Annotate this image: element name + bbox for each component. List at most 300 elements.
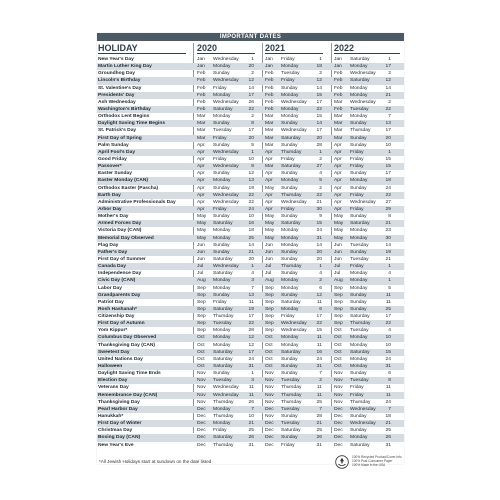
weekday-cell: Saturday	[213, 364, 233, 370]
weekday-cell: Friday	[213, 156, 227, 162]
table-row	[97, 263, 404, 270]
day-cell: 28	[248, 328, 254, 334]
day-cell: 22	[248, 199, 254, 205]
day-cell: 21	[385, 421, 391, 427]
day-cell: 15	[385, 349, 391, 355]
weekday-cell: Wednesday	[281, 128, 307, 134]
weekday-cell: Sunday	[213, 121, 230, 127]
weekday-cell: Saturday	[281, 135, 301, 141]
day-cell: 14	[316, 85, 322, 91]
month-cell: Dec	[265, 406, 274, 412]
month-cell: Jul	[265, 271, 272, 277]
month-cell: Jun	[265, 242, 273, 248]
day-cell: 1	[319, 149, 322, 155]
weekday-cell: Sunday	[350, 249, 367, 255]
weekday-cell: Tuesday	[350, 106, 369, 112]
holiday-name: Yom Kippur*	[98, 328, 128, 334]
table-row	[97, 384, 404, 391]
day-cell: 4	[251, 271, 254, 277]
month-cell: Apr	[265, 149, 273, 155]
weekday-cell: Saturday	[213, 306, 233, 312]
column-headers	[97, 43, 404, 55]
table-row	[97, 120, 404, 127]
day-cell: 19	[248, 185, 254, 191]
weekday-cell: Sunday	[281, 292, 298, 298]
day-cell: 2	[388, 99, 391, 105]
month-cell: Jul	[197, 271, 204, 277]
day-cell: 11	[248, 299, 254, 305]
recycle-icon	[335, 455, 349, 469]
weekday-cell: Saturday	[213, 256, 233, 262]
month-cell: Jan	[334, 57, 342, 62]
month-cell: Sep	[265, 299, 274, 305]
weekday-cell: Monday	[281, 64, 299, 70]
weekday-cell: Saturday	[350, 314, 370, 320]
weekday-cell: Friday	[350, 264, 364, 270]
weekday-cell: Monday	[281, 278, 299, 284]
day-cell: 3	[251, 278, 254, 284]
day-cell: 1	[251, 264, 254, 270]
day-cell: 20	[316, 135, 322, 141]
day-cell: 2	[319, 378, 322, 384]
month-cell: Dec	[197, 442, 206, 448]
day-cell: 11	[316, 342, 322, 348]
day-cell: 24	[316, 228, 322, 234]
day-cell: 11	[316, 335, 322, 341]
month-cell: May	[334, 214, 344, 220]
table-row	[97, 63, 404, 70]
month-cell: Feb	[265, 85, 274, 91]
weekday-cell: Monday	[281, 285, 299, 291]
day-cell: 22	[248, 321, 254, 327]
day-cell: 12	[385, 78, 391, 84]
month-cell: May	[197, 221, 207, 227]
month-cell: Sep	[334, 306, 343, 312]
day-cell: 4	[388, 271, 391, 277]
holiday-name: Election Day	[98, 378, 128, 384]
day-cell: 26	[385, 435, 391, 441]
weekday-cell: Sunday	[350, 414, 367, 420]
weekday-cell: Friday	[350, 156, 364, 162]
day-cell: 30	[385, 235, 391, 241]
month-cell: Dec	[197, 406, 206, 412]
holiday-header: HOLIDAY	[98, 43, 186, 54]
day-cell: 9	[319, 214, 322, 220]
month-cell: Oct	[334, 364, 342, 370]
day-cell: 10	[248, 156, 254, 162]
table-row	[97, 70, 404, 77]
month-cell: Feb	[197, 92, 206, 98]
day-cell: 18	[316, 64, 322, 70]
weekday-cell: Sunday	[213, 292, 230, 298]
holiday-name: New Year's Day	[98, 57, 134, 62]
weekday-cell: Friday	[350, 192, 364, 198]
weekday-cell: Wednesday	[213, 392, 239, 398]
month-cell: Apr	[197, 185, 205, 191]
month-cell: May	[334, 228, 344, 234]
day-cell: 22	[316, 321, 322, 327]
month-cell: Oct	[265, 335, 273, 341]
holiday-name: Orthodox Lent Begins	[98, 114, 150, 120]
table-row	[97, 406, 404, 413]
month-cell: Sep	[197, 328, 206, 334]
month-cell: Mar	[197, 135, 206, 141]
month-cell: Sep	[265, 306, 274, 312]
month-cell: Dec	[265, 421, 274, 427]
month-cell: Feb	[197, 106, 206, 112]
month-cell: Oct	[334, 328, 342, 334]
month-cell: Sep	[334, 292, 343, 298]
day-cell: 1	[388, 149, 391, 155]
table-row	[97, 242, 404, 249]
weekday-cell: Monday	[213, 342, 231, 348]
month-cell: Apr	[197, 164, 205, 170]
weekday-cell: Thursday	[281, 192, 302, 198]
day-cell: 16	[248, 221, 254, 227]
day-cell: 8	[388, 214, 391, 220]
holiday-name: Victoria Day (CAN)	[98, 228, 142, 234]
weekday-cell: Monday	[213, 235, 231, 241]
month-cell: Sep	[334, 285, 343, 291]
weekday-cell: Thursday	[281, 385, 302, 391]
month-cell: Mar	[265, 135, 274, 141]
day-cell: 31	[248, 442, 254, 448]
month-cell: Apr	[197, 178, 205, 184]
day-cell: 22	[248, 106, 254, 112]
month-cell: Apr	[265, 192, 273, 198]
footnote: *All Jewish Holidays start at sundown on the date listed	[99, 459, 212, 464]
weekday-cell: Friday	[213, 299, 227, 305]
day-cell: 4	[319, 271, 322, 277]
table-row	[97, 149, 404, 156]
weekday-cell: Friday	[213, 85, 227, 91]
holiday-name: Arbor Day	[98, 206, 122, 212]
weekday-cell: Monday	[350, 435, 368, 441]
month-cell: Dec	[197, 414, 206, 420]
day-cell: 11	[385, 392, 391, 398]
day-cell: 7	[319, 406, 322, 412]
weekday-cell: Tuesday	[281, 421, 300, 427]
weekday-cell: Monday	[350, 235, 368, 241]
weekday-cell: Tuesday	[350, 256, 369, 262]
holiday-name: Pearl Harbor Day	[98, 406, 138, 412]
day-cell: 15	[316, 114, 322, 120]
table-row	[97, 285, 404, 292]
day-cell: 19	[385, 249, 391, 255]
holiday-name: Citizenship Day	[98, 314, 135, 320]
day-cell: 17	[385, 171, 391, 177]
table-row	[97, 170, 404, 177]
day-cell: 23	[385, 228, 391, 234]
month-cell: Nov	[197, 385, 206, 391]
month-cell: Feb	[197, 85, 206, 91]
holiday-name: Good Friday	[98, 156, 127, 162]
weekday-cell: Friday	[350, 206, 364, 212]
day-cell: 2	[319, 185, 322, 191]
day-cell: 13	[248, 292, 254, 298]
weekday-cell: Saturday	[281, 428, 301, 434]
weekday-cell: Monday	[213, 335, 231, 341]
month-cell: Apr	[334, 171, 342, 177]
holiday-name: Armed Forces Day	[98, 221, 142, 227]
table-row	[97, 370, 404, 377]
month-cell: Mar	[334, 135, 343, 141]
holiday-name: Earth Day	[98, 192, 121, 198]
month-cell: Dec	[334, 421, 343, 427]
holiday-name: Daylight Saving Time Begins	[98, 121, 166, 127]
day-cell: 14	[316, 242, 322, 248]
holiday-name: Ash Wednesday	[98, 99, 136, 105]
holiday-name: Presidents' Day	[98, 92, 135, 98]
day-cell: 25	[385, 428, 391, 434]
day-cell: 20	[316, 256, 322, 262]
weekday-cell: Sunday	[281, 142, 298, 148]
month-cell: Nov	[334, 378, 343, 384]
day-cell: 31	[385, 442, 391, 448]
weekday-cell: Saturday	[213, 106, 233, 112]
weekday-cell: Sunday	[213, 214, 230, 220]
day-cell: 11	[316, 392, 322, 398]
weekday-cell: Tuesday	[281, 406, 300, 412]
weekday-cell: Friday	[213, 135, 227, 141]
day-cell: 2	[251, 71, 254, 77]
month-cell: Feb	[197, 78, 206, 84]
day-cell: 1	[388, 278, 391, 284]
day-cell: 31	[316, 364, 322, 370]
weekday-cell: Saturday	[213, 221, 233, 227]
table-row	[97, 220, 404, 227]
day-cell: 12	[248, 171, 254, 177]
weekday-cell: Saturday	[350, 221, 370, 227]
month-cell: Oct	[265, 342, 273, 348]
month-cell: Jul	[265, 264, 272, 270]
day-cell: 28	[316, 142, 322, 148]
month-cell: Jun	[334, 249, 342, 255]
month-cell: May	[334, 235, 344, 241]
month-cell: Aug	[334, 278, 343, 284]
weekday-cell: Sunday	[350, 371, 367, 377]
weekday-cell: Wednesday	[213, 149, 239, 155]
weekday-cell: Wednesday	[350, 406, 376, 412]
day-cell: 22	[385, 192, 391, 198]
day-cell: 10	[385, 142, 391, 148]
month-cell: Nov	[197, 378, 206, 384]
table-row	[97, 142, 404, 149]
month-cell: Mar	[265, 164, 274, 170]
weekday-cell: Saturday	[350, 442, 370, 448]
day-cell: 7	[251, 285, 254, 291]
month-cell: Sep	[265, 285, 274, 291]
day-cell: 22	[248, 192, 254, 198]
weekday-cell: Sunday	[350, 428, 367, 434]
weekday-cell: Monday	[350, 178, 368, 184]
month-cell: Mar	[265, 128, 274, 134]
weekday-cell: Monday	[213, 228, 231, 234]
table-row	[97, 206, 404, 213]
weekday-cell: Friday	[213, 206, 227, 212]
table-row	[97, 127, 404, 134]
month-cell: Feb	[197, 71, 206, 77]
weekday-cell: Monday	[350, 285, 368, 291]
month-cell: May	[197, 214, 207, 220]
month-cell: Feb	[265, 99, 274, 105]
table-row	[97, 356, 404, 363]
day-cell: 20	[248, 64, 254, 70]
day-cell: 4	[319, 171, 322, 177]
weekday-cell: Tuesday	[213, 128, 232, 134]
day-cell: 25	[248, 428, 254, 434]
weekday-cell: Sunday	[213, 242, 230, 248]
month-cell: Jun	[334, 242, 342, 248]
weekday-cell: Sunday	[213, 371, 230, 377]
day-cell: 12	[248, 78, 254, 84]
month-cell: May	[265, 221, 275, 227]
weekday-cell: Sunday	[281, 414, 298, 420]
weekday-cell: Monday	[281, 92, 299, 98]
weekday-cell: Wednesday	[213, 264, 239, 270]
holiday-name: Daylight Saving Time Ends	[98, 371, 161, 377]
day-cell: 24	[248, 356, 254, 362]
weekday-cell: Wednesday	[213, 199, 239, 205]
holiday-name: First Day of Spring	[98, 135, 142, 141]
day-cell: 21	[385, 256, 391, 262]
holiday-name: Flag Day	[98, 242, 119, 248]
month-cell: Nov	[265, 392, 274, 398]
day-cell: 25	[316, 428, 322, 434]
weekday-cell: Wednesday	[213, 385, 239, 391]
table-row	[97, 235, 404, 242]
weekday-cell: Monday	[350, 92, 368, 98]
weekday-cell: Tuesday	[350, 242, 369, 248]
day-cell: 21	[316, 199, 322, 205]
day-cell: 24	[316, 356, 322, 362]
day-cell: 5	[388, 285, 391, 291]
table-row	[97, 85, 404, 92]
weekday-cell: Sunday	[350, 171, 367, 177]
month-cell: Nov	[197, 399, 206, 405]
table-row	[97, 349, 404, 356]
holiday-name: Labor Day	[98, 285, 122, 291]
weekday-cell: Monday	[281, 242, 299, 248]
day-cell: 10	[248, 214, 254, 220]
month-cell: Jun	[265, 249, 273, 255]
month-cell: Jan	[334, 64, 342, 70]
month-cell: Nov	[197, 392, 206, 398]
month-cell: Feb	[265, 92, 274, 98]
day-cell: 26	[248, 399, 254, 405]
recycle-line: 100% Made in the USA	[352, 463, 386, 467]
month-cell: May	[265, 214, 275, 220]
holiday-name: First Day of Summer	[98, 256, 146, 262]
weekday-cell: Sunday	[213, 71, 230, 77]
day-cell: 24	[385, 399, 391, 405]
weekday-cell: Wednesday	[213, 57, 239, 62]
month-cell: Oct	[197, 342, 205, 348]
weekday-cell: Saturday	[350, 349, 370, 355]
table-row	[97, 427, 404, 434]
weekday-cell: Monday	[281, 114, 299, 120]
weekday-cell: Sunday	[213, 142, 230, 148]
day-cell: 19	[248, 306, 254, 312]
day-cell: 14	[248, 242, 254, 248]
month-cell: Sep	[197, 321, 206, 327]
weekday-cell: Sunday	[213, 171, 230, 177]
weekday-cell: Sunday	[281, 121, 298, 127]
weekday-cell: Sunday	[350, 306, 367, 312]
day-cell: 15	[316, 92, 322, 98]
month-cell: Nov	[265, 399, 274, 405]
weekday-cell: Tuesday	[213, 321, 232, 327]
month-cell: Apr	[197, 199, 205, 205]
weekday-cell: Wednesday	[350, 421, 376, 427]
day-cell: 31	[385, 364, 391, 370]
day-cell: 8	[388, 378, 391, 384]
weekday-cell: Wednesday	[281, 321, 307, 327]
month-cell: Dec	[334, 414, 343, 420]
day-cell: 4	[388, 328, 391, 334]
weekday-cell: Friday	[213, 428, 227, 434]
month-cell: Sep	[265, 328, 274, 334]
day-cell: 10	[385, 342, 391, 348]
month-cell: Apr	[334, 164, 342, 170]
day-cell: 29	[385, 206, 391, 212]
weekday-cell: Sunday	[350, 214, 367, 220]
day-cell: 24	[248, 206, 254, 212]
day-cell: 17	[385, 64, 391, 70]
month-cell: Dec	[334, 442, 343, 448]
day-cell: 8	[251, 121, 254, 127]
table-row	[97, 334, 404, 341]
month-cell: Oct	[265, 356, 273, 362]
weekday-cell: Sunday	[350, 299, 367, 305]
month-cell: Apr	[334, 156, 342, 162]
holiday-name: Administrative Professionals Day	[98, 199, 176, 205]
day-cell: 11	[316, 385, 322, 391]
day-cell: 15	[385, 156, 391, 162]
month-cell: Jun	[197, 256, 205, 262]
weekday-cell: Wednesday	[213, 192, 239, 198]
day-cell: 17	[316, 99, 322, 105]
year-2021-header: 2021	[265, 43, 323, 54]
day-cell: 11	[385, 292, 391, 298]
month-cell: Sep	[265, 314, 274, 320]
month-cell: Mar	[334, 114, 343, 120]
holiday-name: Boxing Day (CAN)	[98, 435, 141, 441]
month-cell: Dec	[197, 428, 206, 434]
weekday-cell: Friday	[350, 385, 364, 391]
holiday-name: Easter Monday (CAN)	[98, 178, 149, 184]
holiday-name: Groundhog Day	[98, 71, 135, 77]
table-row	[97, 292, 404, 299]
month-cell: Sep	[197, 285, 206, 291]
table-row	[97, 420, 404, 427]
day-cell: 1	[251, 149, 254, 155]
weekday-cell: Wednesday	[350, 199, 376, 205]
holiday-name: Palm Sunday	[98, 142, 129, 148]
month-cell: Sep	[334, 321, 343, 327]
weekday-cell: Friday	[281, 314, 295, 320]
weekday-cell: Friday	[350, 149, 364, 155]
weekday-cell: Sunday	[213, 185, 230, 191]
weekday-cell: Monday	[281, 235, 299, 241]
day-cell: 17	[385, 128, 391, 134]
day-cell: 5	[251, 142, 254, 148]
table-row	[97, 377, 404, 384]
weekday-cell: Thursday	[350, 399, 371, 405]
day-cell: 2	[319, 278, 322, 284]
day-cell: 14	[385, 242, 391, 248]
month-cell: Apr	[334, 199, 342, 205]
